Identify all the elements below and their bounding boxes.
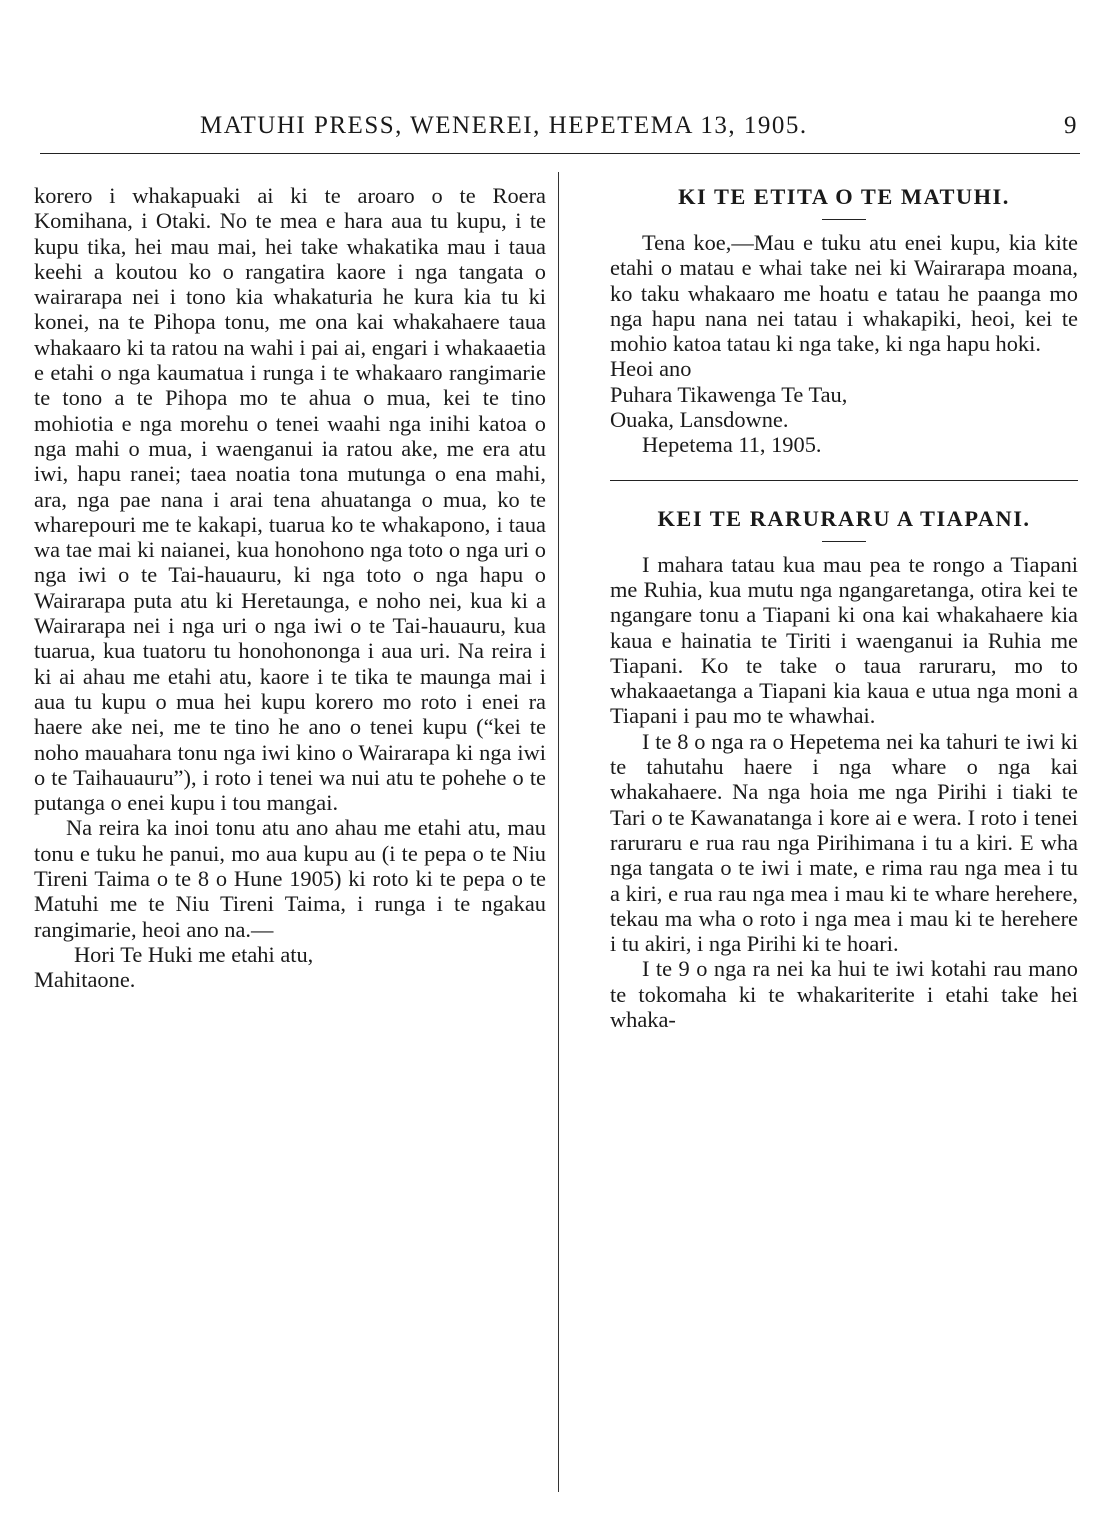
left-paragraph-2: Na reira ka inoi tonu atu ano ahau me etahi atu, mau tonu e tuku he panui, mo aua kupu au (i te pepa o te Niu Tireni Taima o te 8 o Hune 1905) ki roto ki te pepa o te Matuhi me te Niu Tireni Taima, i runga i te ngakau rangimarie, heoi ano na.—	[34, 815, 546, 942]
article-heading-rule	[822, 541, 866, 542]
article-paragraph-3: I te 9 o nga ra nei ka hui te iwi kotahi rau mano te tokomaha ki te whakariterite i etahi take hei whaka-	[610, 956, 1078, 1033]
left-column	[34, 183, 546, 993]
letter-heading-rule	[822, 219, 866, 220]
right-column	[610, 183, 1078, 1032]
section-rule	[610, 480, 1078, 481]
page-header	[40, 108, 1090, 148]
page-number: 9	[1064, 112, 1077, 139]
letter-closing: Heoi ano	[610, 356, 692, 382]
letter-signer-place: Ouaka, Lansdowne.	[610, 407, 789, 433]
letter-signer: Puhara Tikawenga Te Tau,	[610, 381, 848, 407]
left-paragraph-1: korero i whakapuaki ai ki te aroaro o te Roera Komihana, i Otaki. No te mea e hara aua tu kupu, i te kupu tika, hei mau mai, hei take whakatika mau i taua keehi a koutou ko o rangatira kaore i nga tangata o wairarapa nei i tono kia whakaturia he kura kia tu ki konei, na te Pihopa tonu, me ona kai whakahaere taua whakaaro ki ta ratou na wahi i pai ai, engari i whakaaetia e etahi o nga kaumatua i runga i te whakaaro rangimarie te tono a te Pihopa mo te ahua o mua, kei te tino mohiotia e nga morehu o tenei waahi nga inihi katoa o nga mahi o mua, i waenganui ia ratou ake, me era atu iwi, hapu ranei; taea noatia tona mutunga o ena mahi, ara, nga pae nana i arai tena ahuatanga o mua, ko te wharepouri me te kakapi, tuarua ko te whakapono, i taua wa tae mai ki naianei, kua honohono nga toto o nga uri o nga iwi o te Tai-hauauru, ki nga toto o nga hapu o Wairarapa puta atu ki Heretaunga, e noho nei, kua ki a Wairarapa nei i nga uri o nga iwi o te Tai-hauauru, kua tuarua, kua tuatoru tu honohononga i aua uri. Na reira i ki ai ahau me etahi atu, kaore i te tika te maunga mai i aua tu kupu o mua hei kupu korero mo roto i enei ra haere ake nei, me te tino he ano o tenei kupu (“kei te noho mauahara tonu nga iwi kino o Wairarapa ki nga iwi o te Taihauauru”), i roto i tenei wa nui atu te pohehe o te putanga o enei kupu i tou mangai.	[34, 183, 546, 816]
letter-heading: KI TE ETITA O TE MATUHI.	[678, 184, 1010, 209]
left-signature-name: Hori Te Huki me etahi atu,	[74, 941, 314, 967]
letter-date: Hepetema 11, 1905.	[642, 432, 822, 458]
article-paragraph-2: I te 8 o nga ra o Hepetema nei ka tahuri te iwi ki te tahutahu haere i nga whare o nga kai whakahaere. Na nga hoia me nga Pirihi i tiaki te Tari o te Kawanatanga i kore ai e wera. I roto i tenei raruraru e rua rau nga Pirihimana i tu a kiri. E wha nga tangata o te iwi i mate, e rima rau nga mea i tu a kiri, e rua rau nga mea i mau ki te whare herehere, tekau ma wha o roto i nga mea i mau ki te herehere i tu akiri, i nga Pirihi ki te hoari.	[610, 728, 1078, 957]
article-heading: KEI TE RARURARU A TIAPANI.	[657, 505, 1031, 531]
header-title: MATUHI PRESS, WENEREI, HEPETEMA 13, 1905.	[200, 112, 808, 139]
left-signature-place: Mahitaone.	[34, 967, 136, 993]
column-divider	[558, 172, 559, 1492]
article-paragraph-1: I mahara tatau kua mau pea te rongo a Tiapani me Ruhia, kua mutu nga ngangaretanga, otira kei te ngangare tonu a Tiapani ki ona kai whakahaere kia kaua e hainatia te Tiriti i waenganui ia Ruhia me Tiapani. Ko te take o taua raruraru, mo to whakaaetanga a Tiapani kia kaua e utua nga moni a Tiapani i pau mo te whawhai.	[610, 551, 1078, 729]
letter-body: Tena koe,—Mau e tuku atu enei kupu, kia kite etahi o matau e whai take nei ki Wairarapa moana, ko taku whakaaro me hoatu e tatau he paanga mo nga hapu nana nei tatau i whakapiki, heoi, kei te mohio katoa tatau ki nga take, ki nga hapu hoki.	[610, 230, 1078, 357]
header-rule	[40, 153, 1080, 154]
